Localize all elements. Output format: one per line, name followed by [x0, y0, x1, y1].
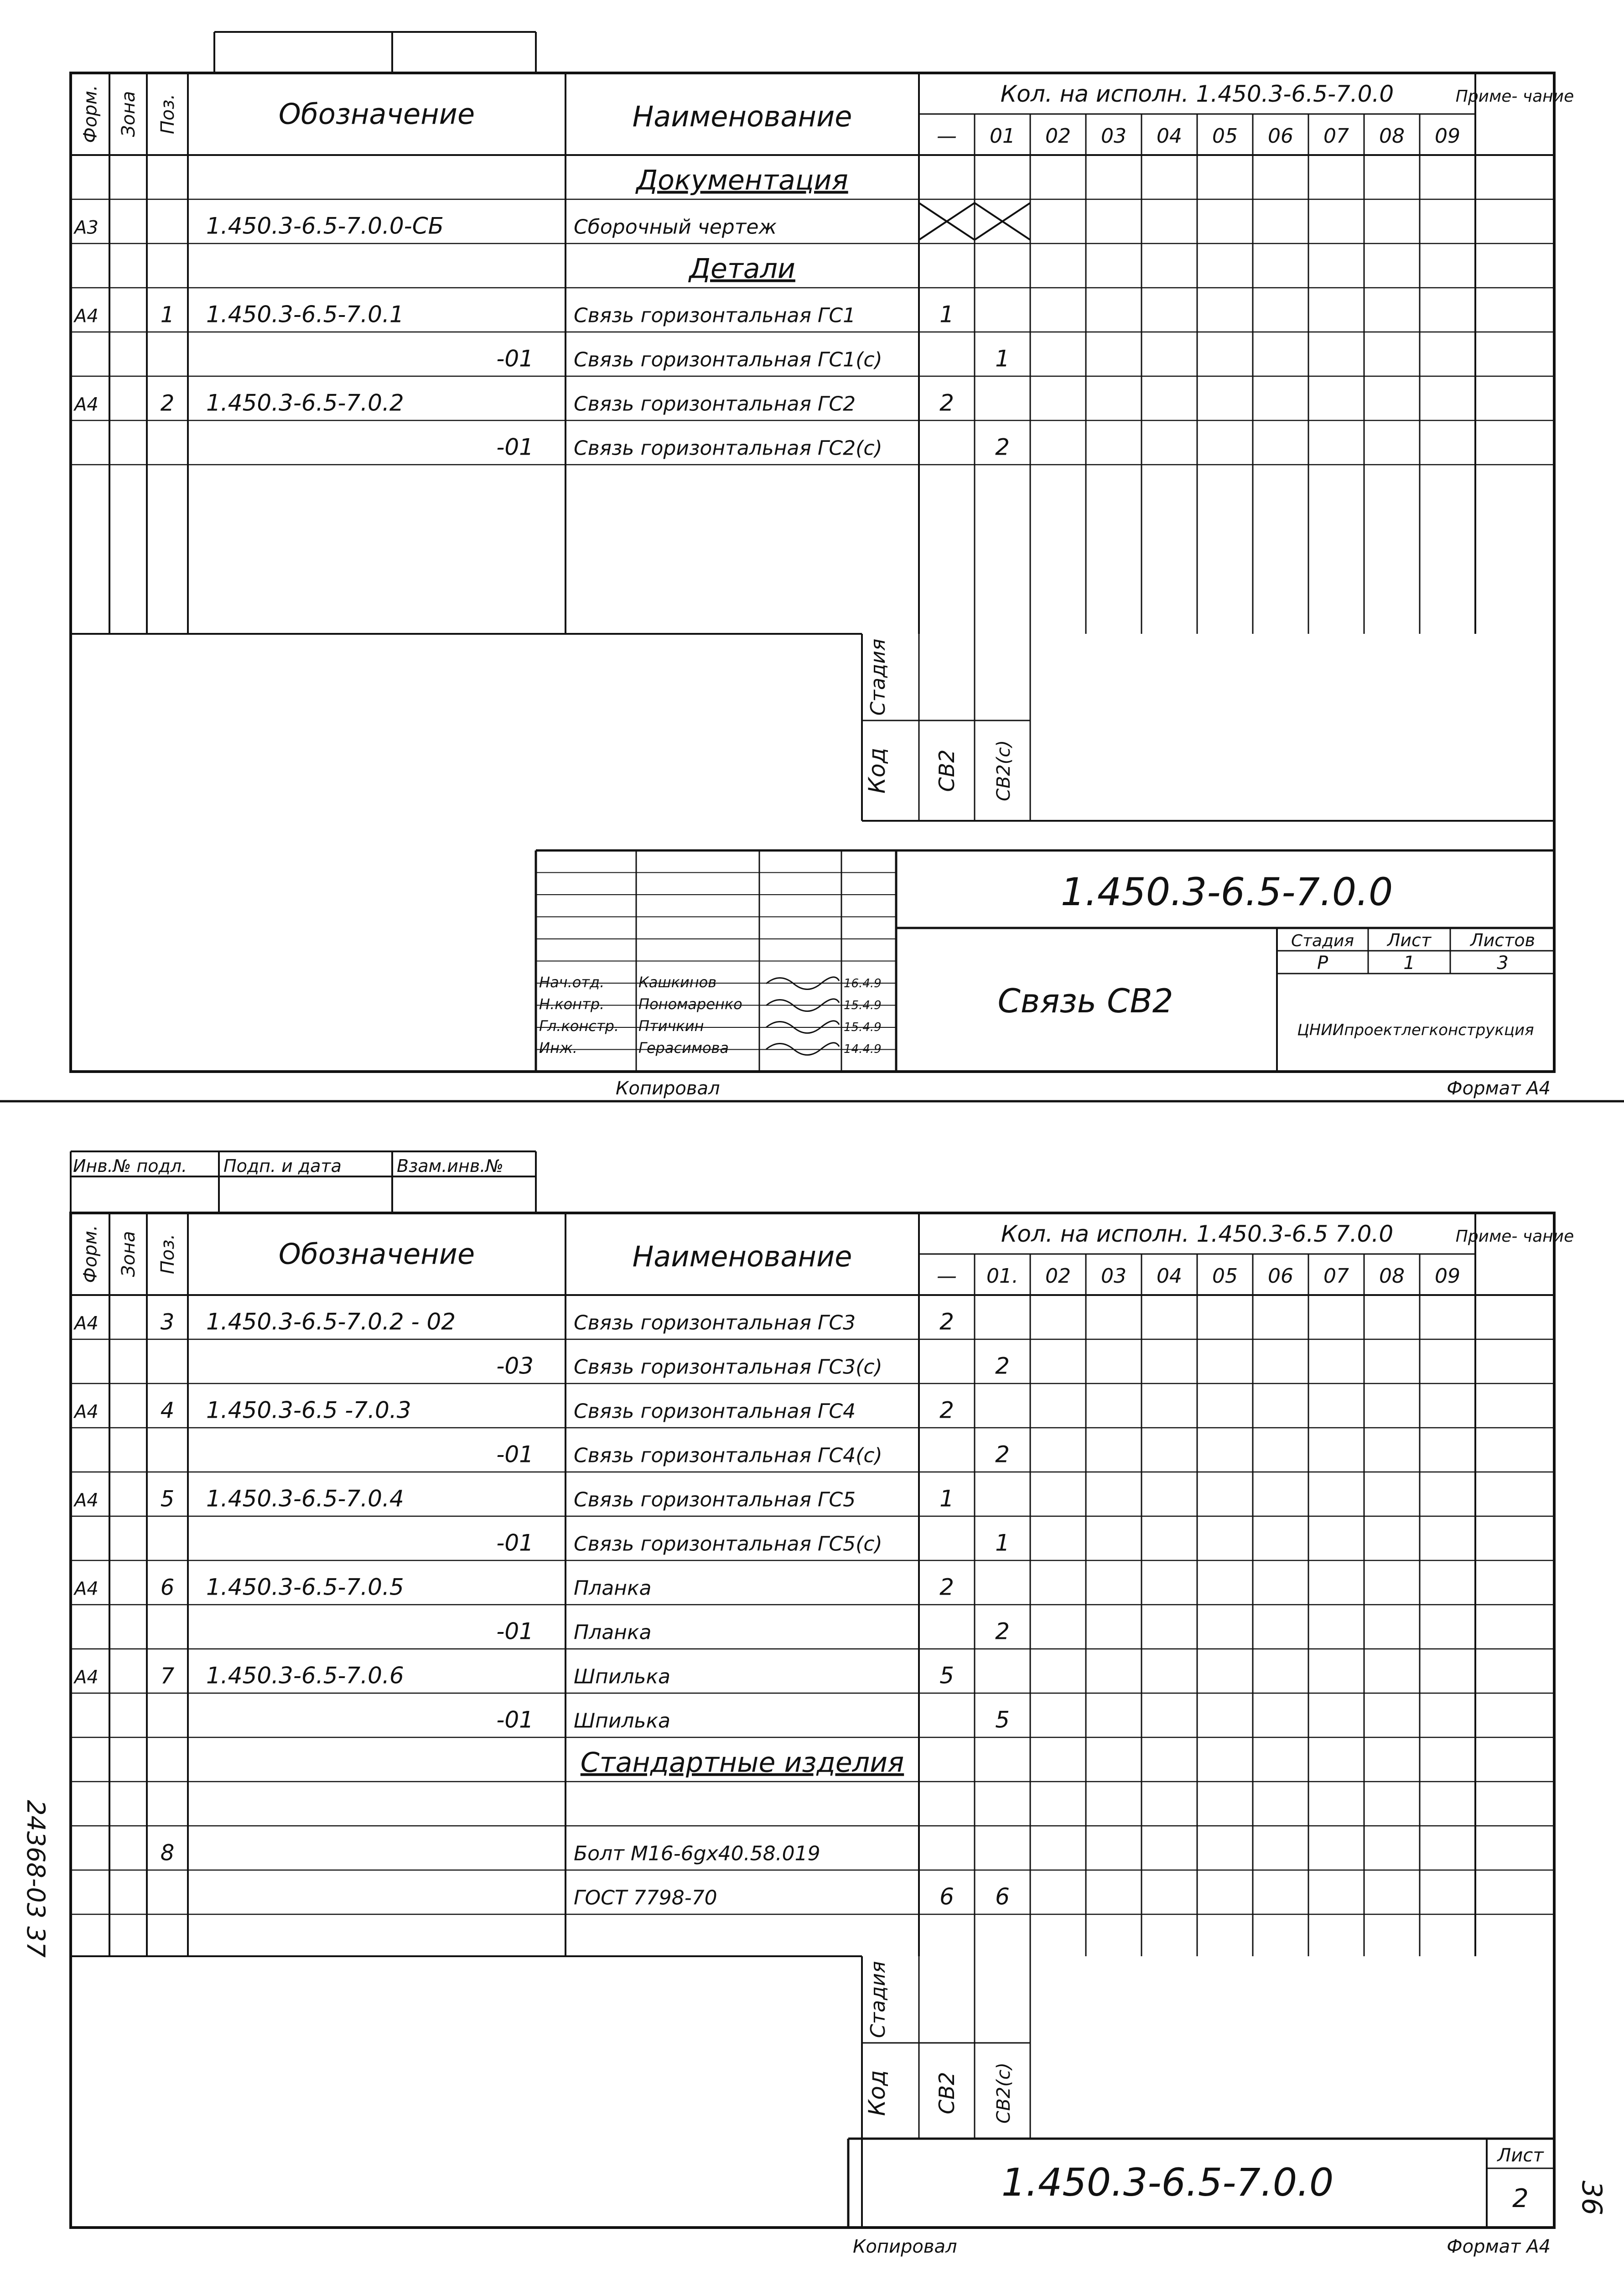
- column-header-name: Наименование: [632, 100, 852, 133]
- variant-header: 05: [1212, 1264, 1238, 1288]
- row-name: Связь горизонтальная ГС4: [574, 1399, 856, 1423]
- sheet-2-spec-table: [71, 1213, 1574, 1956]
- row-name: Планка: [574, 1621, 652, 1644]
- row-quantity: 6: [939, 1883, 954, 1910]
- column-header-quantity: Кол. на исполн. 1.450.3-6.5-7.0.0: [1000, 81, 1394, 107]
- row-quantity: 5: [995, 1706, 1010, 1733]
- variant-header: 04: [1157, 1264, 1182, 1288]
- row-name: Сборочный чертеж: [574, 215, 777, 239]
- section-heading: Стандартные изделия: [580, 1746, 904, 1779]
- replacement-inventory-label: Взам.инв.№: [397, 1156, 503, 1176]
- row-format: A4: [74, 1667, 99, 1688]
- row-format: A4: [74, 1490, 99, 1511]
- variant-header: —: [937, 124, 957, 148]
- variant-header: 09: [1435, 124, 1460, 148]
- row-quantity: 2: [995, 1441, 1010, 1468]
- variant-header: 04: [1157, 124, 1182, 148]
- signature-date-label: Подп. и дата: [223, 1156, 342, 1176]
- document-number: 1.450.3-6.5-7.0.0: [1001, 2160, 1334, 2205]
- row-position: 2: [160, 390, 175, 416]
- row-name: Шпилька: [574, 1665, 671, 1689]
- inventory-number-label: Инв.№ подл.: [73, 1156, 187, 1176]
- row-format: A4: [74, 1313, 99, 1334]
- organization-name: ЦНИИпроектлегконструкция: [1297, 1021, 1534, 1039]
- column-header-form: Форм.: [80, 85, 101, 143]
- row-format: A4: [74, 394, 99, 415]
- column-header-note: Приме- чание: [1455, 1227, 1574, 1246]
- row-designation: 1.450.3-6.5-7.0.6: [206, 1662, 404, 1689]
- column-header-name: Наименование: [632, 1240, 852, 1273]
- signature-date: 14.4.9: [844, 1042, 882, 1056]
- row-quantity: 6: [995, 1883, 1010, 1910]
- document-number: 1.450.3-6.5-7.0.0: [1060, 870, 1393, 914]
- variant-header: 02: [1045, 124, 1071, 148]
- stage-label: Стадия: [866, 1961, 890, 2038]
- row-format: A4: [74, 1578, 99, 1600]
- row-name: Болт М16-6gx40.58.019: [574, 1842, 820, 1865]
- variant-header: 05: [1212, 124, 1238, 148]
- variant-header: 09: [1435, 1264, 1460, 1288]
- title-block: [536, 850, 1554, 1099]
- document-title: Связь СВ2: [997, 982, 1173, 1020]
- row-quantity: 2: [939, 1574, 954, 1601]
- code-value: СВ2: [934, 2072, 959, 2114]
- variant-header: —: [937, 1264, 957, 1288]
- row-quantity: 1: [939, 1485, 954, 1512]
- section-heading: Документация: [636, 164, 848, 197]
- row-position: 1: [160, 302, 175, 328]
- stage-label: Стадия: [866, 638, 890, 716]
- row-designation: -01: [496, 1706, 534, 1733]
- signatory-name: Герасимова: [638, 1039, 729, 1057]
- column-header-zone: Зона: [118, 1231, 139, 1277]
- sheet-value: 1: [1403, 953, 1415, 974]
- row-position: 3: [160, 1309, 175, 1335]
- row-name: Связь горизонтальная ГС3: [574, 1311, 856, 1335]
- variant-header: 03: [1101, 1264, 1126, 1288]
- stage-value: Р: [1317, 953, 1328, 974]
- format-label: Формат А4: [1447, 2236, 1551, 2257]
- row-designation: -03: [496, 1352, 534, 1379]
- copied-by-label: Копировал: [853, 2236, 957, 2257]
- variant-header: 07: [1323, 124, 1349, 148]
- stage-header: Стадия: [1291, 932, 1354, 950]
- sheet-value: 2: [1512, 2184, 1529, 2213]
- row-designation: 1.450.3-6.5-7.0.4: [206, 1485, 404, 1512]
- signatory-name: Кашкинов: [638, 974, 717, 991]
- row-name: Связь горизонтальная ГС5(с): [574, 1532, 882, 1556]
- row-quantity: 2: [995, 1352, 1010, 1379]
- code-value: СВ2(с): [993, 740, 1014, 802]
- row-name: Связь горизонтальная ГС2(с): [574, 436, 882, 460]
- column-header-quantity: Кол. на исполн. 1.450.3-6.5 7.0.0: [1001, 1221, 1394, 1247]
- row-quantity: 5: [939, 1662, 954, 1689]
- row-format: A4: [74, 1401, 99, 1423]
- row-position: 4: [160, 1398, 175, 1424]
- column-header-zone: Зона: [118, 91, 139, 137]
- code-value: СВ2: [934, 749, 959, 792]
- row-quantity: 1: [995, 1529, 1010, 1556]
- sheets-value: 3: [1497, 953, 1509, 974]
- row-format: A3: [74, 217, 99, 238]
- signature-date: 16.4.9: [844, 977, 882, 990]
- row-name: Связь горизонтальная ГС5: [574, 1488, 856, 1512]
- page-number: 36: [1576, 2180, 1608, 2216]
- variant-header: 07: [1323, 1264, 1349, 1288]
- row-name: Планка: [574, 1576, 652, 1600]
- format-label: Формат А4: [1447, 1078, 1551, 1099]
- column-header-pos: Поз.: [157, 93, 178, 135]
- row-designation: -01: [496, 345, 534, 372]
- row-position: 5: [160, 1486, 175, 1512]
- column-header-note: Приме- чание: [1455, 87, 1574, 106]
- variant-header: 02: [1045, 1264, 1071, 1288]
- code-label: Код: [864, 747, 890, 794]
- archive-number: 24368-03 37: [21, 1800, 50, 1958]
- approval-strip: [71, 1151, 536, 1213]
- variant-header: 06: [1268, 124, 1293, 148]
- column-header-designation: Обозначение: [278, 97, 475, 131]
- sheet-header: Лист: [1387, 930, 1432, 950]
- sheet-2-lower: [21, 1800, 1608, 2257]
- sheets-header: Листов: [1470, 930, 1535, 950]
- row-designation: 1.450.3-6.5-7.0.1: [206, 301, 404, 328]
- copied-by-label: Копировал: [616, 1078, 720, 1099]
- row-quantity: 2: [939, 1397, 954, 1424]
- signature-mark: [766, 1043, 839, 1055]
- row-quantity: 2: [995, 434, 1010, 461]
- signature-date: 15.4.9: [844, 999, 882, 1012]
- row-quantity: 1: [995, 345, 1010, 372]
- signatory-name: Пономаренко: [638, 995, 742, 1013]
- row-name: Шпилька: [574, 1709, 671, 1733]
- section-heading: Детали: [689, 253, 795, 285]
- signature-date: 15.4.9: [844, 1021, 882, 1034]
- sheet-1-spec-table: [71, 73, 1574, 634]
- row-designation: -01: [496, 1618, 534, 1645]
- row-name: Связь горизонтальная ГС2: [574, 392, 856, 416]
- code-label: Код: [864, 2070, 890, 2116]
- row-designation: 1.450.3-6.5-7.0.5: [206, 1574, 404, 1601]
- row-position: 8: [160, 1840, 175, 1866]
- row-position: 7: [160, 1663, 175, 1689]
- signatory-role: Н.контр.: [539, 995, 605, 1013]
- variant-header: 08: [1379, 1264, 1405, 1288]
- row-designation: -01: [496, 1529, 534, 1556]
- row-designation: -01: [496, 1441, 534, 1468]
- row-format: A4: [74, 306, 99, 327]
- row-quantity: 2: [995, 1618, 1010, 1645]
- row-designation: 1.450.3-6.5 -7.0.3: [206, 1397, 411, 1424]
- row-designation: 1.450.3-6.5-7.0.2 - 02: [206, 1308, 456, 1335]
- row-name: Связь горизонтальная ГС1: [574, 304, 856, 327]
- signatory-name: Птичкин: [638, 1017, 704, 1035]
- sheet-1-lower: [71, 634, 1554, 821]
- signatory-role: Гл.констр.: [539, 1017, 619, 1035]
- column-header-form: Форм.: [80, 1225, 101, 1283]
- sheet-header: Лист: [1497, 2145, 1544, 2166]
- column-header-designation: Обозначение: [278, 1237, 475, 1271]
- variant-header: 01.: [986, 1264, 1018, 1288]
- code-value: СВ2(с): [993, 2062, 1014, 2124]
- row-position: 6: [160, 1575, 175, 1601]
- signatory-role: Нач.отд.: [539, 974, 605, 991]
- row-name: Связь горизонтальная ГС4(с): [574, 1444, 882, 1467]
- row-designation: -01: [496, 434, 534, 461]
- row-quantity: 2: [939, 389, 954, 416]
- variant-header: 08: [1379, 124, 1405, 148]
- row-name: Связь горизонтальная ГС3(с): [574, 1355, 882, 1379]
- row-name: ГОСТ 7798-70: [574, 1886, 717, 1910]
- row-quantity: 1: [939, 301, 954, 328]
- variant-header: 03: [1101, 124, 1126, 148]
- row-name: Связь горизонтальная ГС1(с): [574, 348, 882, 372]
- column-header-pos: Поз.: [157, 1233, 178, 1275]
- signatory-role: Инж.: [539, 1039, 577, 1057]
- row-designation: 1.450.3-6.5-7.0.2: [206, 389, 404, 416]
- variant-header: 06: [1268, 1264, 1293, 1288]
- row-quantity: 2: [939, 1308, 954, 1335]
- variant-header: 01: [990, 124, 1015, 148]
- row-designation: 1.450.3-6.5-7.0.0-СБ: [206, 212, 444, 239]
